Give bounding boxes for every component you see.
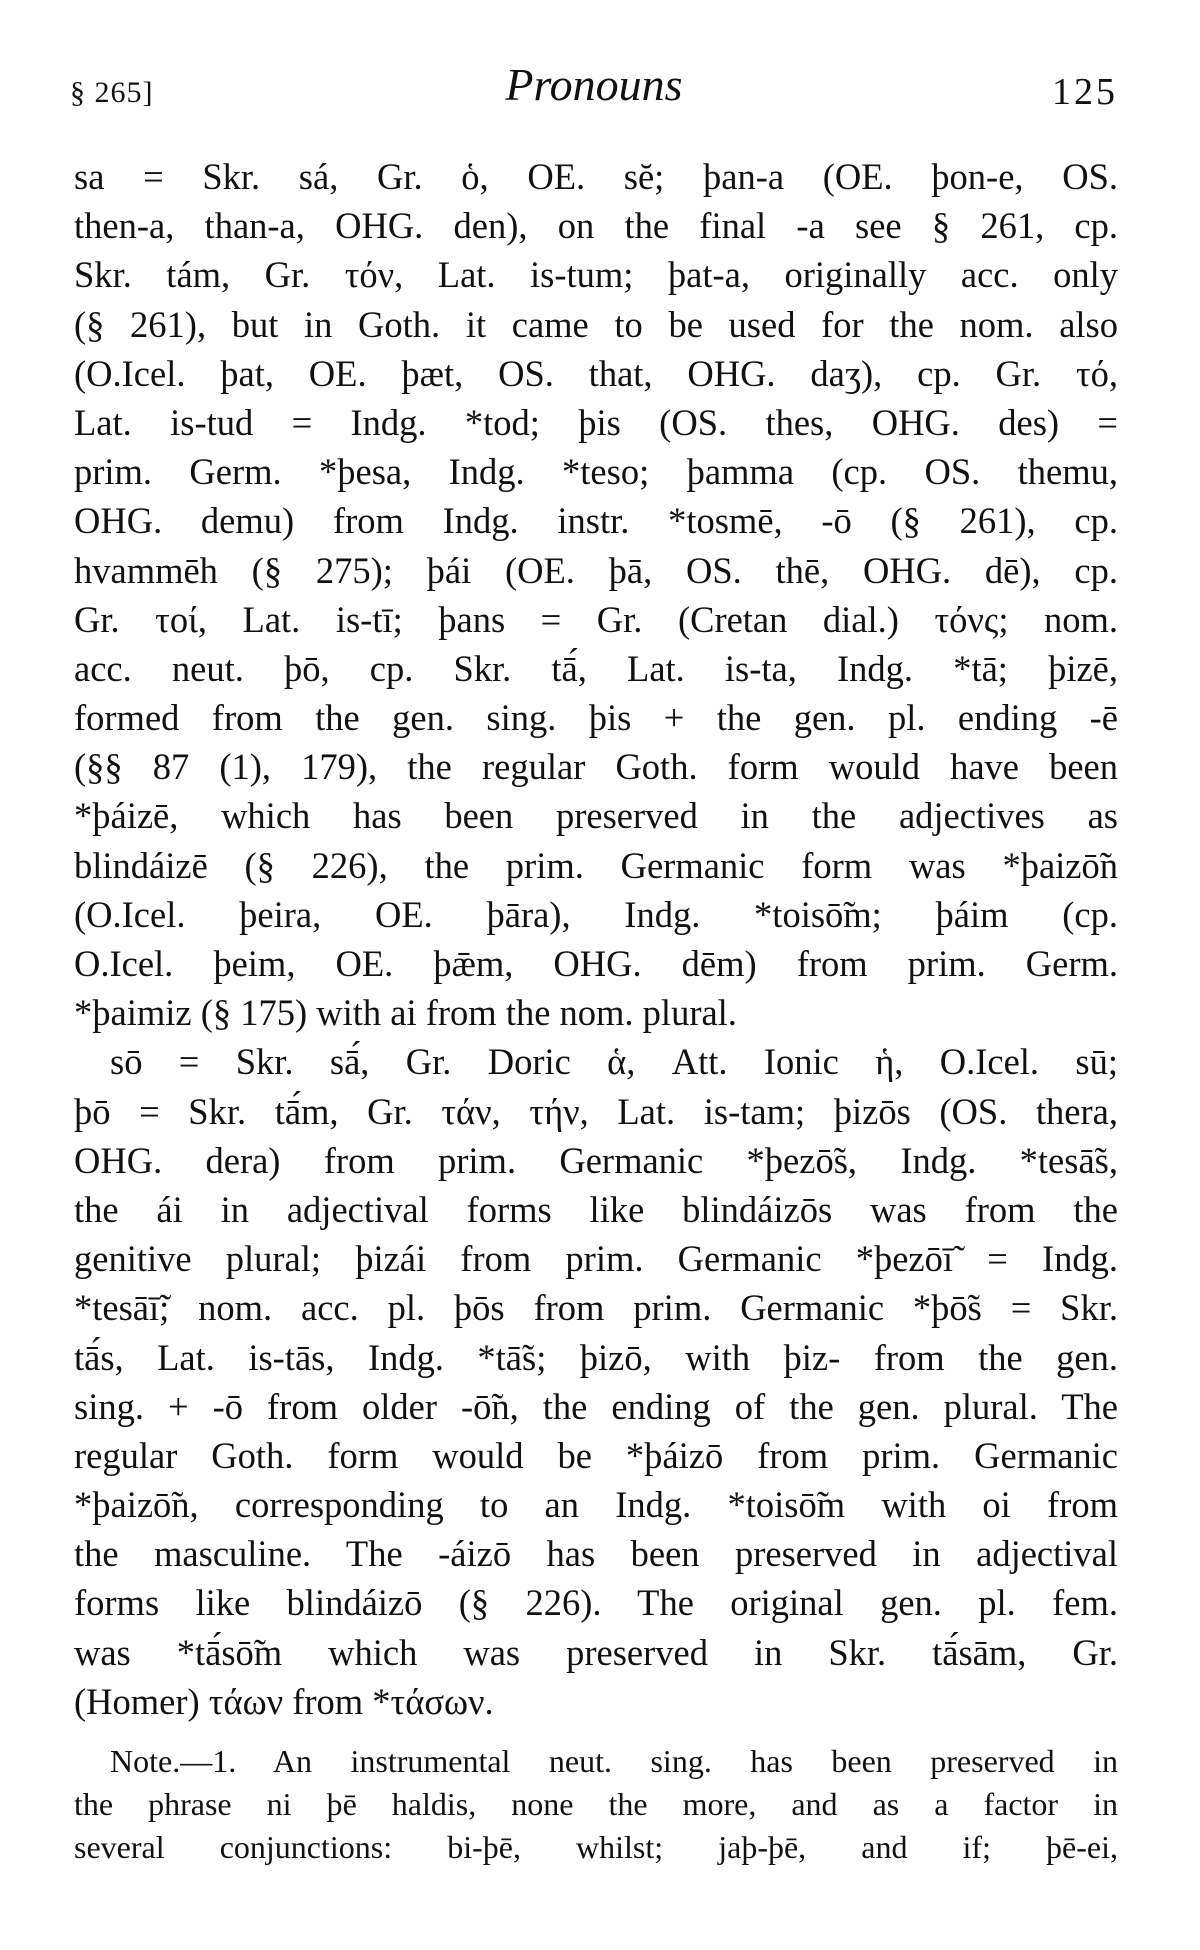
text-line: acc. neut. þō, cp. Skr. tā́, Lat. is-ta, Indg. *tā; þizē, bbox=[74, 647, 1118, 689]
text-line: (Homer) τάων from *τάσων. bbox=[74, 1680, 494, 1722]
page-number: 125 bbox=[1052, 71, 1118, 113]
text-line: blindáizē (§ 226), the prim. Germanic form was *þaizō̃n bbox=[74, 844, 1118, 886]
text-line: sa = Skr. sá, Gr. ὁ, OE. sĕ; þan-a (OE. þon-e, OS. bbox=[74, 156, 1118, 197]
footnote bbox=[74, 1740, 1118, 1869]
text-line: was *tā́sō̃m which was preserved in Skr. tā́sām, Gr. bbox=[74, 1631, 1118, 1673]
page-title: Pronouns bbox=[505, 59, 683, 110]
text-line: (O.Icel. þat, OE. þæt, OS. that, OHG. daʒ), cp. Gr. τό, bbox=[74, 352, 1118, 394]
text-line: formed from the gen. sing. þis + the gen. pl. ending -ē bbox=[74, 697, 1118, 739]
text-line: *þáizē, which has been preserved in the adjectives as bbox=[74, 795, 1118, 837]
text-line: then-a, than-a, OHG. den), on the final -a see § 261, cp. bbox=[74, 205, 1118, 247]
text-line: *þaimiz (§ 175) with ai from the nom. plural. bbox=[74, 992, 737, 1034]
text-line: (§§ 87 (1), 179), the regular Goth. form would have been bbox=[74, 746, 1118, 788]
text-line: the ái in adjectival forms like blindáizōs was from the bbox=[74, 1188, 1118, 1230]
text-line: regular Goth. form would be *þáizō from prim. Germanic bbox=[74, 1434, 1118, 1476]
text-line: *tesāī̃; nom. acc. pl. þōs from prim. Germanic *þō̃s = Skr. bbox=[74, 1287, 1118, 1329]
page-header bbox=[70, 50, 1118, 120]
text-line: (O.Icel. þeira, OE. þāra), Indg. *toisō̃m; þáim (cp. bbox=[74, 893, 1118, 935]
text-line: genitive plural; þizái from prim. Germanic *þezōī̃ = Indg. bbox=[74, 1238, 1118, 1280]
text-line: OHG. demu) from Indg. instr. *tosmē, -ō (§ 261), cp. bbox=[74, 500, 1118, 542]
text-line: prim. Germ. *þesa, Indg. *teso; þamma (cp. OS. themu, bbox=[74, 451, 1118, 493]
text-line: Skr. tám, Gr. τόν, Lat. is-tum; þat-a, originally acc. only bbox=[74, 254, 1118, 296]
section-reference: § 265] bbox=[70, 76, 154, 109]
text-line: *þaizō̃n, corresponding to an Indg. *toisō̃m with oi from bbox=[74, 1484, 1118, 1526]
text-line: O.Icel. þeim, OE. þǣm, OHG. dēm) from prim. Germ. bbox=[74, 943, 1118, 984]
text-line: Lat. is-tud = Indg. *tod; þis (OS. thes, OHG. des) = bbox=[74, 401, 1118, 443]
text-line: tā́s, Lat. is-tās, Indg. *tā̃s; þizō, with þiz- from the gen. bbox=[74, 1336, 1118, 1378]
text-line: forms like blindáizō (§ 226). The original gen. pl. fem. bbox=[74, 1582, 1118, 1624]
text-line: sing. + -ō from older -ō̃n, the ending of the gen. plural. The bbox=[74, 1385, 1118, 1427]
note-line: the phrase ni þē haldis, none the more, and as a factor in bbox=[74, 1786, 1118, 1822]
body-text bbox=[74, 152, 1118, 1726]
text-line: Gr. τοί, Lat. is-tī; þans = Gr. (Cretan dial.) τόνς; nom. bbox=[74, 598, 1118, 640]
text-line: hvammēh (§ 275); þái (OE. þā, OS. thē, OHG. dē), cp. bbox=[74, 549, 1118, 591]
note-line: several conjunctions: bi-þē, whilst; jaþ-þē, and if; þē-ei, bbox=[74, 1829, 1118, 1865]
text-line: OHG. dera) from prim. Germanic *þezō̃s, Indg. *tesā̃s, bbox=[74, 1139, 1118, 1181]
text-line: þō = Skr. tā́m, Gr. τάν, τήν, Lat. is-tam; þizōs (OS. thera, bbox=[74, 1090, 1118, 1132]
text-line: sō = Skr. sā́, Gr. Doric ἁ, Att. Ionic ἡ, O.Icel. sū; bbox=[110, 1041, 1118, 1083]
text-line: (§ 261), but in Goth. it came to be used for the nom. also bbox=[74, 303, 1118, 345]
note-line: Note.—1. An instrumental neut. sing. has been preserved in bbox=[110, 1743, 1118, 1779]
text-line: the masculine. The -áizō has been preserved in adjectival bbox=[74, 1533, 1118, 1575]
